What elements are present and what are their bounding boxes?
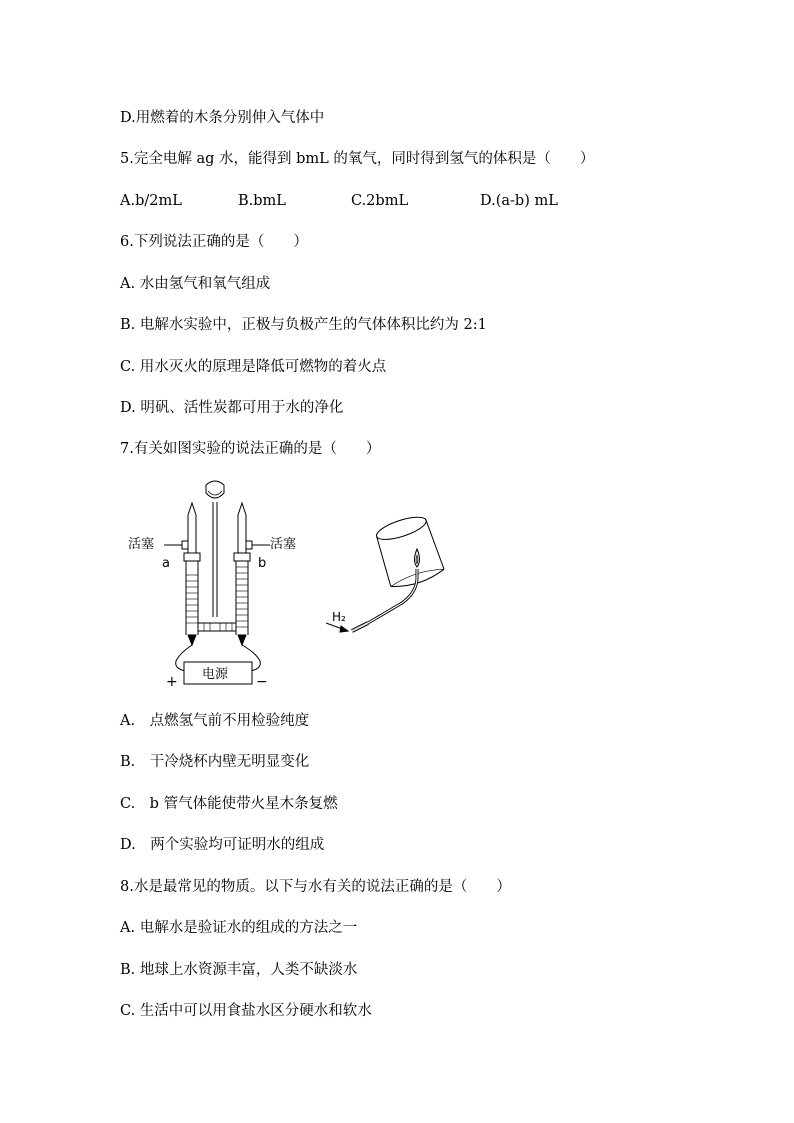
h2-label: H₂ [332,610,346,624]
q4-option-d: D.用燃着的木条分别伸入气体中 [120,110,325,126]
electrolysis-apparatus [164,481,270,684]
q5-option-c: C.2bmL [351,193,409,209]
q6-option-b: B. 电解水实验中，正极与负极产生的气体体积比约为 2:1 [120,317,487,333]
q8-option-a: A. 电解水是验证水的组成的方法之一 [120,920,358,936]
tube-a-label: a [162,556,170,571]
stopcock-left-label: 活塞 [128,537,155,552]
q8-option-b: B. 地球上水资源丰富，人类不缺淡水 [120,962,358,978]
tube-b-label: b [258,556,267,571]
power-supply-label: 电源 [202,667,229,682]
q7-option-b: B. 干冷烧杯内壁无明显变化 [120,754,310,770]
q7-option-a: A. 点燃氢气前不用检验纯度 [120,713,310,729]
q6-option-a: A. 水由氢气和氧气组成 [120,276,271,292]
q8-stem: 8.水是最常见的物质。以下与水有关的说法正确的是（ ） [120,879,511,895]
q8-option-c: C. 生活中可以用食盐水区分硬水和软水 [120,1003,372,1019]
electrolysis-and-combustion-diagram [120,475,480,695]
minus-terminal-label: − [256,674,268,690]
q7-option-d: D. 两个实验均可证明水的组成 [120,837,325,853]
q5-option-d: D.(a-b) mL [480,193,558,209]
q5-option-a: A.b/2mL [120,193,182,209]
q6-option-c: C. 用水灭火的原理是降低可燃物的着火点 [120,359,387,375]
q5-option-b: B.bmL [238,193,286,209]
plus-terminal-label: + [166,674,178,690]
q7-stem: 7.有关如图实验的说法正确的是（ ） [120,441,381,457]
q6-stem: 6.下列说法正确的是（ ） [120,234,308,250]
experiment-figure [120,475,480,695]
q5-stem: 5.完全电解 ag 水，能得到 bmL 的氧气，同时得到氢气的体积是（ ） [120,151,595,167]
q7-option-c: C. b 管气体能使带火星木条复燃 [120,796,338,812]
stopcock-right-label: 活塞 [270,537,297,552]
q6-option-d: D. 明矾、活性炭都可用于水的净化 [120,400,344,416]
